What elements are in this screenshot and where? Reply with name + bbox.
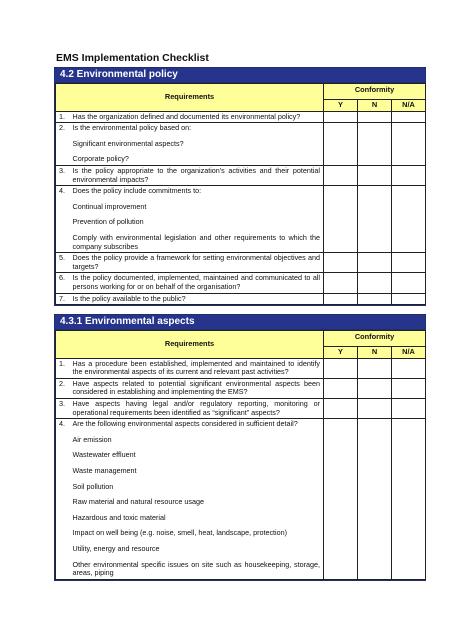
question-text: Is the policy available to the public?	[72, 293, 186, 303]
na-checkbox-cell[interactable]	[392, 378, 426, 398]
question-text: Are the following environmental aspects considered in sufficient detail?	[72, 419, 298, 429]
no-checkbox-cell[interactable]	[358, 111, 392, 123]
sub-item-text: Impact on well being (e.g. noise, smell, heat, landscape, protection)	[72, 528, 288, 538]
requirement-text	[70, 253, 324, 273]
sub-item-text: Raw material and natural resource usage	[72, 497, 204, 507]
question-text: Does the policy provide a framework for setting environmental objectives and targets?	[72, 253, 321, 271]
question-text: Does the policy include commitments to:	[72, 186, 202, 196]
yes-checkbox-cell[interactable]	[324, 358, 358, 378]
sub-item-text: Wastewater effluent	[72, 450, 136, 460]
row-number: 3.	[56, 165, 70, 185]
yes-checkbox-cell[interactable]	[324, 273, 358, 293]
requirement-text	[70, 398, 324, 418]
checklist-row	[56, 358, 426, 378]
row-number: 1.	[56, 358, 70, 378]
section-heading: 4.3.1 Environmental aspects	[55, 315, 425, 330]
checklist-row	[56, 293, 426, 305]
checklist-row	[56, 123, 426, 166]
sub-item-text: Continual improvement	[72, 201, 147, 211]
na-column-header: N/A	[392, 100, 426, 112]
no-checkbox-cell[interactable]	[358, 273, 392, 293]
question-text: Is the environmental policy based on:	[72, 123, 192, 133]
question-text: Has a procedure been established, implemented and maintained to identify the environmental aspects of its current and relevant past activities?	[72, 358, 321, 377]
yes-checkbox-cell[interactable]	[324, 253, 358, 273]
yes-checkbox-cell[interactable]	[324, 111, 358, 123]
yes-column-header: Y	[324, 347, 358, 359]
na-checkbox-cell[interactable]	[392, 273, 426, 293]
yes-checkbox-cell[interactable]	[324, 378, 358, 398]
requirement-text	[70, 378, 324, 398]
no-checkbox-cell[interactable]	[358, 378, 392, 398]
yes-checkbox-cell[interactable]	[324, 123, 358, 166]
environmental-policy-section	[54, 67, 426, 306]
question-text: Have aspects related to potential significant environmental aspects been considered in establishing and implementing the EMS?	[72, 378, 321, 397]
no-checkbox-cell[interactable]	[358, 398, 392, 418]
no-checkbox-cell[interactable]	[358, 123, 392, 166]
checklist-row	[56, 186, 426, 253]
requirement-text	[70, 273, 324, 293]
row-number: 4.	[56, 186, 70, 253]
na-checkbox-cell[interactable]	[392, 398, 426, 418]
row-number: 3.	[56, 398, 70, 418]
no-checkbox-cell[interactable]	[358, 165, 392, 185]
na-checkbox-cell[interactable]	[392, 186, 426, 253]
checklist-row	[56, 111, 426, 123]
sub-item-text: Comply with environmental legislation and other requirements to which the company subscribes	[72, 232, 321, 251]
na-checkbox-cell[interactable]	[392, 111, 426, 123]
section-heading: 4.2 Environmental policy	[55, 68, 425, 83]
no-column-header: N	[358, 100, 392, 112]
checklist-row	[56, 165, 426, 185]
sub-item-text: Corporate policy?	[72, 154, 129, 164]
sub-item-text: Other environmental specific issues on site such as housekeeping, storage, areas, piping	[72, 559, 321, 578]
row-number: 7.	[56, 293, 70, 305]
sub-item-text: Soil pollution	[72, 481, 114, 491]
page-title: EMS Implementation Checklist	[56, 52, 209, 64]
na-checkbox-cell[interactable]	[392, 358, 426, 378]
checklist-table	[55, 83, 426, 305]
requirement-text	[70, 111, 324, 123]
checklist-row	[56, 273, 426, 293]
checklist-row	[56, 378, 426, 398]
na-checkbox-cell[interactable]	[392, 419, 426, 580]
na-checkbox-cell[interactable]	[392, 165, 426, 185]
requirement-text	[70, 186, 324, 253]
row-number: 5.	[56, 253, 70, 273]
row-number: 2.	[56, 123, 70, 166]
requirement-text	[70, 123, 324, 166]
yes-checkbox-cell[interactable]	[324, 293, 358, 305]
question-text: Have aspects having legal and/or regulatory reporting, monitoring or operational requirements been identified as “significant” aspects?	[72, 398, 321, 417]
sub-item-text: Waste management	[72, 465, 137, 475]
conformity-header: Conformity	[324, 84, 426, 100]
na-column-header: N/A	[392, 347, 426, 359]
yes-checkbox-cell[interactable]	[324, 165, 358, 185]
yes-column-header: Y	[324, 100, 358, 112]
no-column-header: N	[358, 347, 392, 359]
sub-item-text: Utility, energy and resource	[72, 543, 160, 553]
row-number: 2.	[56, 378, 70, 398]
row-number: 1.	[56, 111, 70, 123]
requirements-header: Requirements	[56, 331, 324, 359]
na-checkbox-cell[interactable]	[392, 253, 426, 273]
no-checkbox-cell[interactable]	[358, 419, 392, 580]
no-checkbox-cell[interactable]	[358, 253, 392, 273]
yes-checkbox-cell[interactable]	[324, 398, 358, 418]
na-checkbox-cell[interactable]	[392, 123, 426, 166]
question-text: Has the organization defined and documented its environmental policy?	[72, 111, 301, 121]
requirements-header: Requirements	[56, 84, 324, 112]
sub-item-text: Air emission	[72, 434, 112, 444]
checklist-row	[56, 398, 426, 418]
question-text: Is the policy documented, implemented, maintained and communicated to all persons working for or on behalf of the organisation?	[72, 273, 321, 291]
row-number: 4.	[56, 419, 70, 580]
checklist-table	[55, 330, 426, 580]
environmental-aspects-section	[54, 314, 426, 581]
yes-checkbox-cell[interactable]	[324, 186, 358, 253]
requirement-text	[70, 293, 324, 305]
na-checkbox-cell[interactable]	[392, 293, 426, 305]
row-number: 6.	[56, 273, 70, 293]
requirement-text	[70, 165, 324, 185]
no-checkbox-cell[interactable]	[358, 358, 392, 378]
checklist-row	[56, 253, 426, 273]
sub-item-text: Hazardous and toxic material	[72, 512, 166, 522]
sub-item-text: Significant environmental aspects?	[72, 138, 184, 148]
question-text: Is the policy appropriate to the organization's activities and their potential environmental impacts?	[72, 165, 321, 184]
yes-checkbox-cell[interactable]	[324, 419, 358, 580]
requirement-text	[70, 358, 324, 378]
sub-item-text: Prevention of pollution	[72, 217, 144, 227]
conformity-header: Conformity	[324, 331, 426, 347]
requirement-text	[70, 419, 324, 580]
no-checkbox-cell[interactable]	[358, 186, 392, 253]
no-checkbox-cell[interactable]	[358, 293, 392, 305]
checklist-row	[56, 419, 426, 580]
